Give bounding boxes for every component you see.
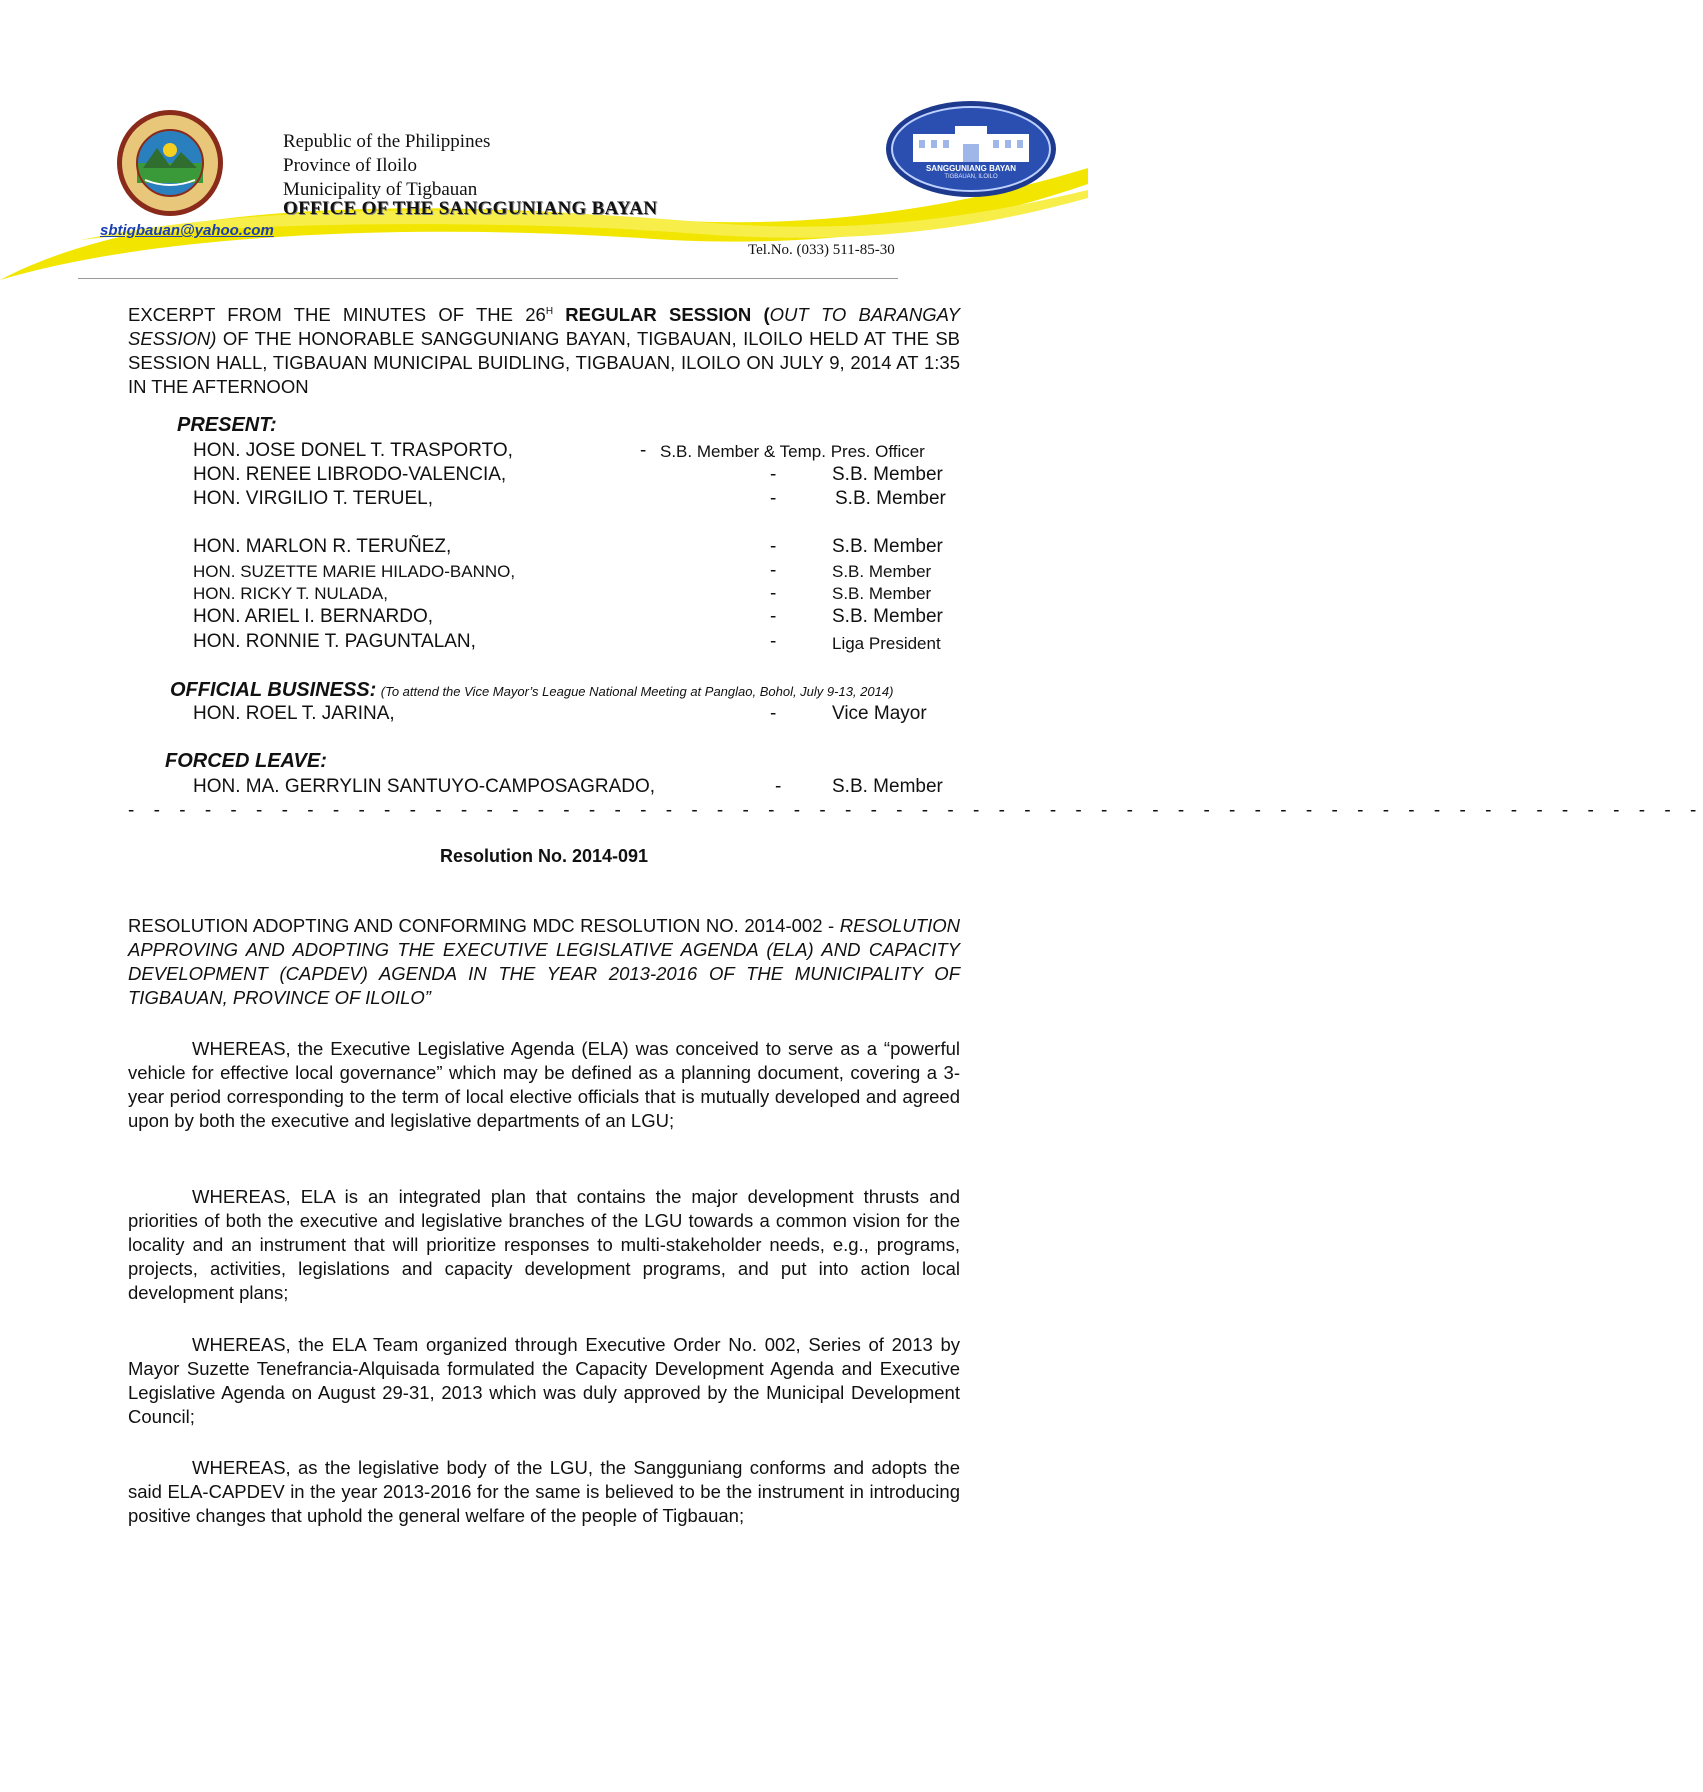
attendee-name: HON. RONNIE T. PAGUNTALAN, (193, 631, 476, 652)
attendee-name: HON. VIRGILIO T. TERUEL, (193, 488, 434, 509)
attendee-role: S.B. Member (832, 562, 932, 581)
header-divider (78, 278, 898, 279)
email-link[interactable]: sbtigbauan@yahoo.com (100, 222, 274, 239)
attendee-name: HON. MARLON R. TERUÑEZ, (193, 536, 452, 557)
attendee-name: HON. RENEE LIBRODO-VALENCIA, (193, 464, 507, 485)
attendee-dash: - (640, 440, 647, 461)
attendee-role: S.B. Member (832, 606, 943, 627)
attendee-dash: - (770, 536, 777, 557)
letterhead-republic: Republic of the Philippines (283, 131, 491, 152)
resolution-number: Resolution No. 2014-091 (439, 846, 649, 866)
resolution-title: RESOLUTION ADOPTING AND CONFORMING MDC RESOLUTION NO. 2014-002 - RESOLUTION APPROVING AND ADOPTING THE EXECUTIVE LEGISLATIVE AGENDA (ELA) AND CAPACITY DEVELOPMENT (CAPDEV) AGENDA IN THE YEAR 2013-2016 OF THE MUNICIPALITY OF TIGBAUAN, PROVINCE OF ILOILO” (128, 915, 960, 1008)
attendee-dash: - (770, 583, 777, 604)
attendee-dash: - (770, 488, 777, 509)
municipality-seal-icon (115, 108, 225, 218)
official-business-heading: OFFICIAL BUSINESS: (170, 679, 377, 701)
whereas-clause: WHEREAS, the ELA Team organized through Executive Order No. 002, Series of 2013 by Mayor Suzette Tenefrancia-Alquisada formulated the Capacity Development Agenda and Executive Legislative Agenda on August 29-31, 2013 which was duly approved by the Municipal Development Council; (128, 1334, 960, 1427)
attendee-role: S.B. Member & Temp. Pres. Officer (660, 442, 925, 461)
attendee-dash: - (770, 631, 777, 652)
attendee-dash: - (770, 464, 777, 485)
attendee-role: S.B. Member (832, 536, 943, 557)
sangguniang-bayan-logo (885, 100, 1057, 198)
letterhead-municipality: Municipality of Tigbauan (283, 179, 478, 200)
present-heading: PRESENT: (177, 414, 277, 436)
attendee-role: Liga President (832, 634, 941, 653)
logo-subcaption: TIGBAUAN, ILOILO (944, 174, 998, 180)
whereas-clause: WHEREAS, the Executive Legislative Agenda (ELA) was conceived to serve as a “powerful vehicle for effective local governance” which may be defined as a planning document, covering a 3-year period corresponding to the term of local elective officials that is mutually developed and agreed upon by both the executive and legislative departments of an LGU; (128, 1038, 960, 1131)
attendee-role: S.B. Member (832, 776, 943, 797)
letterhead-province: Province of Iloilo (283, 155, 418, 176)
attendee-dash: - (775, 776, 782, 797)
forced-leave-heading: FORCED LEAVE: (165, 750, 327, 772)
attendee-role: S.B. Member (832, 464, 943, 485)
attendee-name: HON. ROEL T. JARINA, (193, 703, 395, 724)
attendee-role: S.B. Member (832, 584, 932, 603)
section-separator: - - - - - - - - - - - - - - - - - - - - - - - - - - - - - - - - - - - - - - - - - - - - - - - - - - - - - - - - - - - - - - (128, 800, 1703, 821)
attendee-role: Vice Mayor (832, 703, 927, 724)
letterhead-office: OFFICE OF THE SANGGUNIANG BAYAN (283, 198, 658, 219)
attendee-name: HON. SUZETTE MARIE HILADO-BANNO, (193, 562, 516, 581)
attendee-dash: - (770, 703, 777, 724)
excerpt-paragraph: EXCERPT FROM THE MINUTES OF THE $26^H$ REGULAR SESSION (OUT TO BARANGAY SESSION) OF THE HONORABLE SANGGUNIANG BAYAN, TIGBAUAN, ILOILO HELD AT THE SB SESSION HALL, TIGBAUAN MUNICIPAL BUIDLING, TIGBAUAN, ILOILO ON JULY 9, 2014 AT 1:35 IN THE AFTERNOON (128, 304, 960, 398)
whereas-clause: WHEREAS, as the legislative body of the LGU, the Sangguniang conforms and adopts the said ELA-CAPDEV in the year 2013-2016 for the same is believed to be the instrument in introducing positive changes that uphold the general welfare of the people of Tigbauan; (128, 1457, 960, 1526)
attendee-name: HON. MA. GERRYLIN SANTUYO-CAMPOSAGRADO, (193, 776, 656, 797)
attendee-dash: - (770, 606, 777, 627)
attendee-name: HON. JOSE DONEL T. TRASPORTO, (193, 440, 513, 461)
telephone-number: Tel.No. (033) 511-85-30 (748, 242, 895, 258)
attendee-role: S.B. Member (835, 488, 946, 509)
official-business-note: (To attend the Vice Mayor’s League National Meeting at Panglao, Bohol, July 9-13, 2014) (380, 684, 894, 699)
sangguniang-bayan-logo-icon (885, 100, 1057, 198)
municipality-seal (115, 108, 225, 218)
attendee-name: HON. ARIEL I. BERNARDO, (193, 606, 434, 627)
attendee-dash: - (770, 560, 777, 581)
logo-caption: SANGGUNIANG BAYAN (925, 164, 1017, 173)
attendee-name: HON. RICKY T. NULADA, (193, 584, 388, 603)
official-business-heading-row (170, 679, 893, 702)
whereas-clause: WHEREAS, ELA is an integrated plan that contains the major development thrusts and priorities of both the executive and legislative branches of the LGU towards a common vision for the locality and an instrument that will prioritize responses to multi-stakeholder needs, e.g., programs, projects, activities, legislations and capacity development programs, and put into action local development plans; (128, 1186, 960, 1303)
